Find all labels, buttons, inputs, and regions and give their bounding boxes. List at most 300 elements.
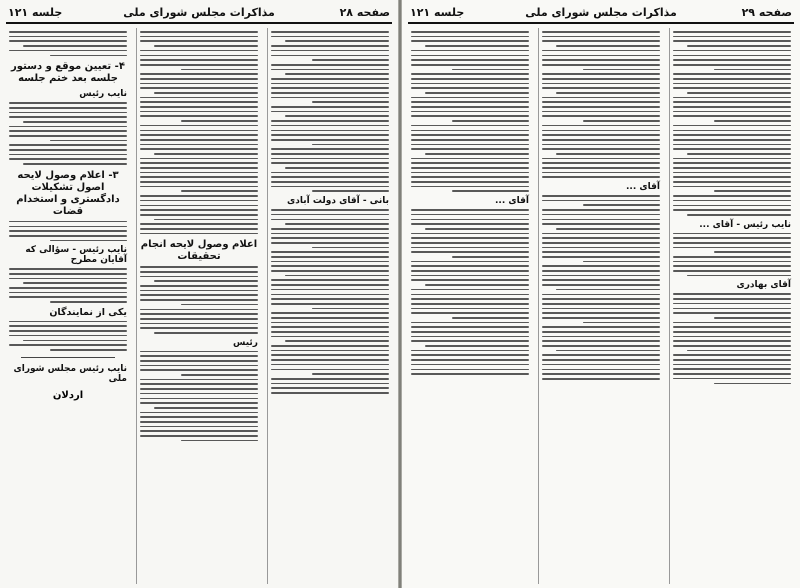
text-line (285, 167, 389, 169)
text-line (411, 55, 529, 57)
text-line (542, 144, 660, 146)
left-col1-speaker-1: بانی - آقای دولت آبادی (287, 196, 389, 207)
text-line (140, 134, 258, 136)
text-line (271, 251, 389, 253)
text-line (271, 233, 389, 235)
text-line (140, 125, 258, 127)
text-line (271, 261, 389, 263)
text-line (411, 162, 529, 164)
text-line (673, 97, 791, 99)
text-line (452, 120, 529, 122)
text-line (140, 402, 258, 404)
text-line (673, 336, 791, 338)
text-line (271, 64, 389, 66)
text-line (271, 87, 389, 89)
text-line (542, 200, 660, 202)
text-line (411, 275, 529, 277)
text-line (673, 186, 791, 188)
text-line (271, 336, 389, 338)
text-line (556, 153, 660, 155)
text-line (673, 303, 791, 305)
text-line (673, 87, 791, 89)
text-line (271, 298, 389, 300)
text-line (140, 73, 258, 75)
text-line (542, 59, 660, 61)
text-line (673, 83, 791, 85)
text-line (271, 134, 389, 136)
text-line (542, 256, 660, 258)
text-line (271, 354, 389, 356)
text-line (140, 36, 258, 38)
text-line (154, 153, 258, 155)
text-line (714, 190, 791, 192)
text-line (425, 284, 529, 286)
text-line (542, 378, 660, 380)
text-line (542, 340, 660, 342)
text-line (50, 240, 127, 242)
text-line (542, 284, 660, 286)
text-line (181, 440, 258, 442)
text-line (542, 55, 660, 57)
text-line (542, 219, 660, 221)
text-line (411, 279, 529, 281)
text-line (542, 87, 660, 89)
text-line (411, 83, 529, 85)
text-line (140, 430, 258, 432)
text-line (140, 323, 258, 325)
left-col3-heading-3: یکی از نمایندگان (49, 306, 127, 318)
text-line (50, 55, 127, 57)
text-line (271, 176, 389, 178)
text-line (411, 312, 529, 314)
text-line (271, 148, 389, 150)
text-line (673, 31, 791, 33)
text-line (425, 345, 529, 347)
text-line (411, 87, 529, 89)
text-line (411, 158, 529, 160)
text-line (23, 282, 127, 284)
text-line (271, 97, 389, 99)
text-line (542, 162, 660, 164)
text-line (154, 45, 258, 47)
text-line (411, 322, 529, 324)
text-line (411, 340, 529, 342)
text-line (271, 162, 389, 164)
left-col2-heading-1: اعلام وصول لایحه انجام تحقیقات (140, 239, 258, 263)
text-line (542, 176, 660, 178)
text-line (673, 111, 791, 113)
text-line (542, 251, 660, 253)
left-col3-heading-2: ۳- اعلام وصول لایحه اصول تشکیلات دادگستری و استخدام قضات (16, 169, 120, 217)
text-line (673, 64, 791, 66)
text-line (411, 101, 529, 103)
text-line (271, 265, 389, 267)
text-line (411, 97, 529, 99)
text-line (542, 331, 660, 333)
text-line (673, 308, 791, 310)
text-line (673, 55, 791, 57)
text-line (271, 78, 389, 80)
text-line (9, 154, 127, 156)
text-line (673, 148, 791, 150)
text-line (673, 364, 791, 366)
text-line (411, 111, 529, 113)
text-line (542, 167, 660, 169)
text-line (542, 242, 660, 244)
text-line (411, 223, 529, 225)
text-line (140, 162, 258, 164)
text-line (687, 214, 791, 216)
text-line (583, 204, 660, 206)
text-line (411, 369, 529, 371)
left-col-2 (136, 28, 261, 584)
left-col-3 (6, 28, 130, 584)
text-line (673, 106, 791, 108)
text-line (673, 293, 791, 295)
text-line (542, 50, 660, 52)
text-line (271, 387, 389, 389)
text-line (140, 313, 258, 315)
text-line (271, 303, 389, 305)
text-line (271, 279, 389, 281)
text-line (542, 130, 660, 132)
text-line (9, 268, 127, 270)
text-line (542, 247, 660, 249)
text-line (285, 340, 389, 342)
text-line (673, 233, 791, 235)
text-line (271, 36, 389, 38)
text-line (140, 181, 258, 183)
text-line (271, 214, 389, 216)
text-line (271, 378, 389, 380)
text-line (140, 365, 258, 367)
text-line (271, 130, 389, 132)
text-line (411, 115, 529, 117)
text-line (673, 345, 791, 347)
text-line (452, 190, 529, 192)
text-line (542, 354, 660, 356)
text-line (673, 331, 791, 333)
text-line (271, 158, 389, 160)
left-col3-divider (21, 357, 115, 358)
text-line (673, 200, 791, 202)
text-line (9, 335, 127, 337)
text-line (673, 354, 791, 356)
text-line (140, 383, 258, 385)
text-line (687, 153, 791, 155)
text-line (285, 115, 389, 117)
text-line (154, 219, 258, 221)
text-line (140, 276, 258, 278)
text-line (50, 140, 127, 142)
text-line (673, 256, 791, 258)
text-line (271, 45, 389, 47)
text-line (271, 284, 389, 286)
text-line (673, 312, 791, 314)
text-line (271, 345, 389, 347)
text-line (140, 55, 258, 57)
text-line (285, 275, 389, 277)
text-line (411, 176, 529, 178)
text-line (542, 158, 660, 160)
text-line (9, 235, 127, 237)
text-line (411, 308, 529, 310)
text-line (673, 242, 791, 244)
text-line (271, 153, 389, 155)
text-line (411, 294, 529, 296)
text-line (140, 87, 258, 89)
text-line (271, 111, 389, 113)
text-line (583, 69, 660, 71)
text-line (140, 416, 258, 418)
text-line (411, 270, 529, 272)
text-line (9, 292, 127, 294)
text-line (50, 301, 127, 303)
text-line (411, 36, 529, 38)
text-line (452, 256, 529, 258)
text-line (271, 392, 389, 394)
text-line (140, 214, 258, 216)
text-line (271, 331, 389, 333)
text-line (271, 31, 389, 33)
text-line (542, 223, 660, 225)
text-line (140, 393, 258, 395)
text-line (411, 167, 529, 169)
text-line (542, 265, 660, 267)
left-col3-speaker-1: نایب رئیس (79, 89, 127, 100)
text-line (271, 383, 389, 385)
text-line (271, 289, 389, 291)
right-col-2 (538, 28, 663, 584)
text-line (411, 186, 529, 188)
text-line (271, 69, 389, 71)
text-line (23, 121, 127, 123)
text-line (687, 92, 791, 94)
text-line (9, 112, 127, 114)
text-line (542, 326, 660, 328)
left-col3-speaker-2: نایب رئیس - سؤالی که آقایان مطرح (25, 245, 127, 266)
text-line (140, 186, 258, 188)
text-line (411, 298, 529, 300)
text-line (154, 332, 258, 334)
text-line (673, 237, 791, 239)
left-col3-heading-1: ۴- تعیین موقع و دستور جلسه بعد ختم جلسه (11, 61, 125, 85)
text-line (9, 50, 127, 52)
text-line (411, 64, 529, 66)
text-line (542, 364, 660, 366)
text-line (542, 345, 660, 347)
text-line (140, 360, 258, 362)
text-line (140, 398, 258, 400)
text-line (9, 287, 127, 289)
text-line (673, 167, 791, 169)
text-line (140, 369, 258, 371)
text-line (140, 111, 258, 113)
text-line (140, 40, 258, 42)
text-line (583, 120, 660, 122)
text-line (154, 407, 258, 409)
text-line (542, 298, 660, 300)
text-line (411, 139, 529, 141)
left-page-session: جلسه ۱۲۱ (8, 6, 63, 19)
text-line (50, 349, 127, 351)
text-line (542, 308, 660, 310)
text-line (542, 270, 660, 272)
text-line (542, 101, 660, 103)
text-line (312, 373, 389, 375)
right-page-columns (408, 28, 794, 584)
text-line (285, 73, 389, 75)
text-line (154, 280, 258, 282)
text-line (271, 209, 389, 211)
text-line (181, 69, 258, 71)
text-line (271, 181, 389, 183)
text-line (140, 426, 258, 428)
text-line (140, 309, 258, 311)
left-page-header (6, 6, 392, 24)
text-line (556, 92, 660, 94)
text-line (312, 59, 389, 61)
text-line (9, 126, 127, 128)
text-line (140, 299, 258, 301)
text-line (140, 172, 258, 174)
text-line (673, 162, 791, 164)
text-line (714, 251, 791, 253)
text-line (411, 214, 529, 216)
text-line (673, 270, 791, 272)
text-line (411, 134, 529, 136)
text-line (9, 107, 127, 109)
text-line (411, 326, 529, 328)
text-line (9, 31, 127, 33)
text-line (673, 115, 791, 117)
text-line (140, 50, 258, 52)
text-line (9, 144, 127, 146)
text-line (140, 106, 258, 108)
text-line (140, 233, 258, 235)
text-line (140, 167, 258, 169)
text-line (673, 125, 791, 127)
text-line (714, 69, 791, 71)
text-line (411, 59, 529, 61)
left-page-title: مذاکرات مجلس شورای ملی (123, 6, 275, 19)
text-line (312, 190, 389, 192)
text-line (556, 228, 660, 230)
right-col2-speaker-1: آقای ... (626, 182, 660, 192)
text-line (9, 36, 127, 38)
text-line (542, 312, 660, 314)
text-line (673, 50, 791, 52)
left-col3-signature: اردلان (52, 389, 84, 401)
text-line (673, 322, 791, 324)
text-line (140, 318, 258, 320)
text-line (271, 219, 389, 221)
text-line (140, 83, 258, 85)
text-line (411, 373, 529, 375)
text-line (542, 148, 660, 150)
text-line (673, 373, 791, 375)
text-line (271, 350, 389, 352)
text-line (140, 223, 258, 225)
text-line (9, 116, 127, 118)
text-line (425, 228, 529, 230)
right-col1-speaker-1: نایب رئیس - آقای ... (699, 219, 791, 230)
right-col-1 (669, 28, 794, 584)
text-line (140, 388, 258, 390)
text-line (673, 59, 791, 61)
text-line (140, 200, 258, 202)
text-line (140, 130, 258, 132)
text-line (140, 412, 258, 414)
text-line (271, 139, 389, 141)
text-line (411, 289, 529, 291)
text-line (542, 279, 660, 281)
text-line (411, 364, 529, 366)
text-line (271, 312, 389, 314)
text-line (673, 144, 791, 146)
text-line (9, 296, 127, 298)
text-line (140, 139, 258, 141)
right-page-session: جلسه ۱۲۱ (410, 6, 465, 19)
text-line (542, 139, 660, 141)
text-line (673, 172, 791, 174)
text-line (411, 219, 529, 221)
text-line (140, 294, 258, 296)
text-line (271, 364, 389, 366)
text-line (673, 359, 791, 361)
text-line (542, 317, 660, 319)
text-line (271, 186, 389, 188)
text-line (271, 294, 389, 296)
text-line (673, 368, 791, 370)
text-line (9, 230, 127, 232)
text-line (411, 172, 529, 174)
text-line (542, 125, 660, 127)
text-line (583, 261, 660, 263)
text-line (542, 97, 660, 99)
text-line (140, 97, 258, 99)
right-page-number: صفحه ۲۹ (741, 6, 792, 19)
text-line (140, 59, 258, 61)
text-line (673, 101, 791, 103)
text-line (181, 304, 258, 306)
text-line (452, 317, 529, 319)
text-line (542, 64, 660, 66)
text-line (411, 303, 529, 305)
text-line (542, 73, 660, 75)
text-line (411, 144, 529, 146)
text-line (673, 73, 791, 75)
left-page (0, 0, 398, 588)
text-line (9, 149, 127, 151)
text-line (673, 205, 791, 207)
text-line (411, 125, 529, 127)
text-line (542, 78, 660, 80)
right-col3-speaker-1: آقای ... (495, 196, 529, 207)
text-line (140, 195, 258, 197)
text-line (673, 40, 791, 42)
text-line (140, 115, 258, 117)
left-page-number: صفحه ۲۸ (339, 6, 390, 19)
text-line (714, 120, 791, 122)
text-line (9, 278, 127, 280)
text-line (9, 344, 127, 346)
text-line (411, 251, 529, 253)
text-line (542, 303, 660, 305)
text-line (271, 242, 389, 244)
text-line (673, 340, 791, 342)
right-page (402, 0, 800, 588)
